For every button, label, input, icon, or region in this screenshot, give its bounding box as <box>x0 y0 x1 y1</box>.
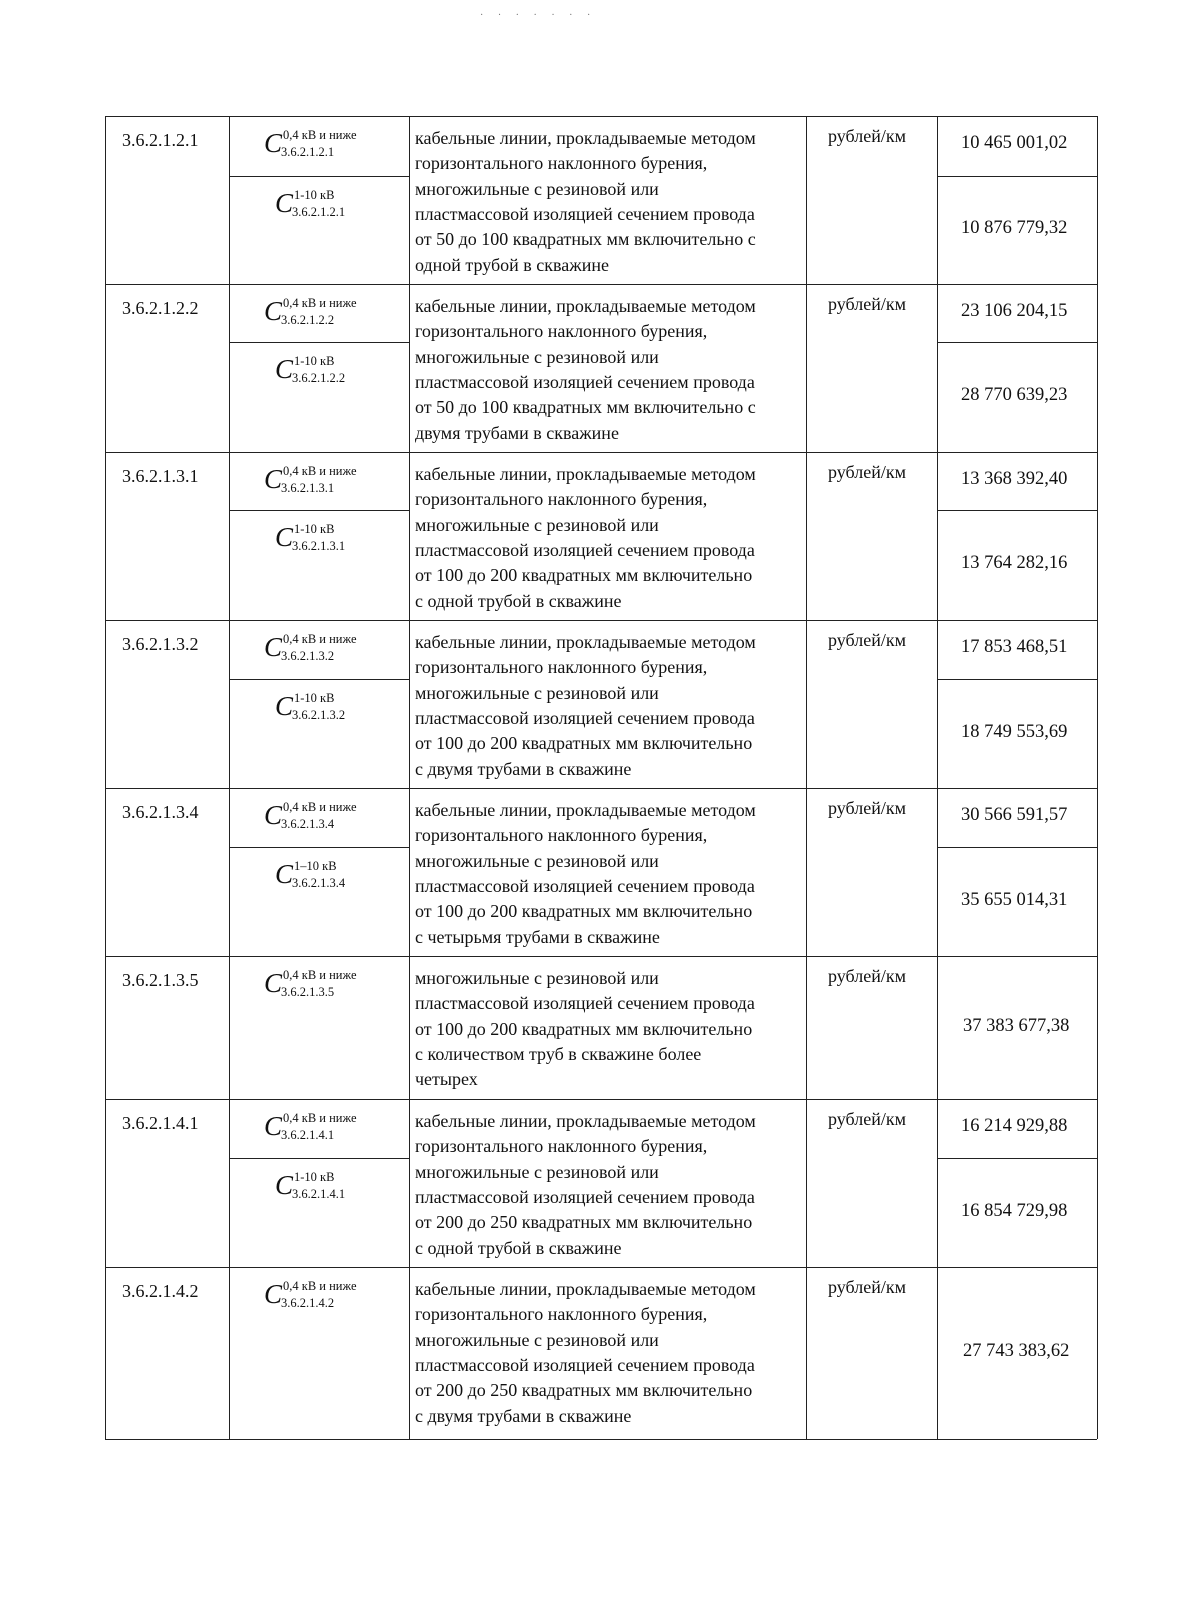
description-line: от 100 до 200 квадратных мм включительно <box>415 733 753 754</box>
description-line: от 50 до 100 квадратных мм включительно с <box>415 229 756 250</box>
scan-header-marks: · · · · · · · <box>480 10 597 21</box>
price: 37 383 677,38 <box>963 1015 1070 1036</box>
symbol-split-line <box>229 679 409 680</box>
cost-symbol-1-10kv-subscript: 3.6.2.1.3.2 <box>292 708 346 722</box>
price-split-line <box>937 176 1097 177</box>
description-line: от 50 до 100 квадратных мм включительно с <box>415 397 756 418</box>
description-line: многожильные с резиновой или <box>415 968 659 988</box>
description-line: горизонтального наклонного бурения, <box>415 489 708 510</box>
cost-symbol-04kv-letter: C <box>264 1111 283 1141</box>
description-line: пластмассовой изоляцией сечением провода <box>415 1354 755 1375</box>
row-border <box>105 452 1097 453</box>
description-line: пластмассовой изоляцией сечением провода <box>415 371 755 392</box>
description-line: пластмассовой изоляцией сечением провода <box>415 993 755 1014</box>
cost-symbol-04kv-letter: C <box>264 128 283 158</box>
description-line: с двумя трубами в скважине <box>415 1405 632 1426</box>
description-line: с количеством труб в скважине более <box>415 1043 702 1064</box>
symbol-split-line <box>229 1158 409 1159</box>
column-border <box>105 116 106 1439</box>
unit-label: рублей/км <box>828 966 906 986</box>
description-line: кабельные линии, прокладываемые методом <box>415 296 756 316</box>
cost-symbol-1-10kv-subscript: 3.6.2.1.2.2 <box>292 371 346 385</box>
symbol-split-line <box>229 510 409 511</box>
row-code: 3.6.2.1.2.2 <box>122 298 199 318</box>
column-border <box>409 116 410 1439</box>
row-border <box>105 788 1097 789</box>
unit-label: рублей/км <box>828 462 906 482</box>
cost-symbol-1-10kv-letter: C <box>275 522 294 552</box>
description-line: горизонтального наклонного бурения, <box>415 1136 708 1157</box>
unit-label: рублей/км <box>828 1109 906 1129</box>
cost-symbol-04kv-letter: C <box>264 1279 283 1309</box>
column-border <box>229 116 230 1439</box>
price-1-10kv: 13 764 282,16 <box>961 553 1068 573</box>
description-line: четырех <box>415 1069 478 1090</box>
unit-label: рублей/км <box>828 1277 906 1297</box>
cost-symbol-04kv-subscript: 3.6.2.1.2.2 <box>281 313 335 327</box>
description-line: горизонтального наклонного бурения, <box>415 1304 708 1325</box>
row-code: 3.6.2.1.2.1 <box>122 130 199 150</box>
price: 27 743 383,62 <box>963 1341 1070 1361</box>
description-line: от 100 до 200 квадратных мм включительно <box>415 1018 753 1039</box>
price-1-10kv: 18 749 553,69 <box>961 721 1068 742</box>
cost-symbol-04kv-letter: C <box>264 632 283 662</box>
description-line: от 200 до 250 квадратных мм включительно <box>415 1380 753 1401</box>
cost-symbol-04kv-subscript: 3.6.2.1.3.1 <box>281 481 335 495</box>
cost-symbol-04kv-superscript: 0,4 кВ и ниже <box>283 128 357 142</box>
table-bottom-border <box>105 1439 1097 1440</box>
cost-symbol-1-10kv-subscript: 3.6.2.1.3.4 <box>292 876 346 890</box>
unit-label: рублей/км <box>828 798 906 818</box>
price-split-line <box>937 1158 1097 1159</box>
cost-symbol-1-10kv-superscript: 1-10 кВ <box>294 522 335 536</box>
row-border <box>105 620 1097 621</box>
cost-symbol-04kv-superscript: 0,4 кВ и ниже <box>283 968 357 982</box>
cost-symbol-04kv-subscript: 3.6.2.1.3.4 <box>281 817 335 831</box>
description-line: многожильные с резиновой или <box>415 1161 659 1182</box>
row-code: 3.6.2.1.4.1 <box>122 1113 199 1133</box>
description-line: многожильные с резиновой или <box>415 682 659 703</box>
unit-label: рублей/км <box>828 126 906 146</box>
price-04kv: 16 214 929,88 <box>961 1116 1068 1136</box>
row-code: 3.6.2.1.4.2 <box>122 1281 199 1301</box>
price-04kv: 10 465 001,02 <box>961 133 1068 153</box>
price-1-10kv: 28 770 639,23 <box>961 385 1068 405</box>
cost-symbol-1-10kv-superscript: 1-10 кВ <box>294 188 335 202</box>
cost-symbol-04kv-letter: C <box>264 296 283 326</box>
row-border <box>105 1267 1097 1268</box>
row-border <box>105 956 1097 957</box>
cost-symbol-1-10kv-letter: C <box>275 859 294 889</box>
cost-symbol-04kv-subscript: 3.6.2.1.3.5 <box>281 985 335 999</box>
price-1-10kv: 16 854 729,98 <box>961 1200 1068 1221</box>
price-split-line <box>937 847 1097 848</box>
description-line: с четырьмя трубами в скважине <box>415 926 660 947</box>
row-code: 3.6.2.1.3.5 <box>122 970 199 990</box>
cost-symbol-04kv-letter: C <box>264 800 283 830</box>
description-line: горизонтального наклонного бурения, <box>415 825 708 846</box>
description-line: горизонтального наклонного бурения, <box>415 153 708 174</box>
cost-symbol-04kv-letter: C <box>264 464 283 494</box>
description-line: кабельные линии, прокладываемые методом <box>415 800 756 820</box>
cost-symbol-1-10kv-letter: C <box>275 188 294 218</box>
price-split-line <box>937 679 1097 680</box>
row-border <box>105 284 1097 285</box>
description-line: многожильные с резиновой или <box>415 514 659 535</box>
description-line: двумя трубами в скважине <box>415 422 619 443</box>
description-line: многожильные с резиновой или <box>415 850 659 871</box>
price-split-line <box>937 342 1097 343</box>
description-line: многожильные с резиновой или <box>415 178 659 199</box>
row-code: 3.6.2.1.3.2 <box>122 634 199 654</box>
description-line: кабельные линии, прокладываемые методом <box>415 128 756 148</box>
row-border <box>105 1099 1097 1100</box>
description-line: горизонтального наклонного бурения, <box>415 321 708 342</box>
price-04kv: 13 368 392,40 <box>961 469 1068 489</box>
symbol-split-line <box>229 342 409 343</box>
description-line: одной трубой в скважине <box>415 254 609 275</box>
price-04kv: 17 853 468,51 <box>961 637 1068 657</box>
cost-symbol-1-10kv-subscript: 3.6.2.1.2.1 <box>292 205 346 219</box>
description-line: с одной трубой в скважине <box>415 1237 622 1258</box>
unit-label: рублей/км <box>828 294 906 314</box>
cost-symbol-04kv-superscript: 0,4 кВ и ниже <box>283 1279 357 1293</box>
cost-symbol-04kv-superscript: 0,4 кВ и ниже <box>283 800 357 814</box>
cost-symbol-04kv-superscript: 0,4 кВ и ниже <box>283 296 357 310</box>
cost-symbol-1-10kv-letter: C <box>275 1170 294 1200</box>
description-line: кабельные линии, прокладываемые методом <box>415 464 756 484</box>
cost-symbol-1-10kv-superscript: 1-10 кВ <box>294 691 335 705</box>
description-line: кабельные линии, прокладываемые методом <box>415 1111 756 1131</box>
cost-symbol-1-10kv-letter: C <box>275 691 294 721</box>
description-line: от 200 до 250 квадратных мм включительно <box>415 1212 753 1233</box>
description-line: пластмассовой изоляцией сечением провода <box>415 1186 755 1207</box>
description-line: многожильные с резиновой или <box>415 346 659 367</box>
column-border <box>937 116 938 1439</box>
cost-symbol-1-10kv-subscript: 3.6.2.1.4.1 <box>292 1187 346 1201</box>
description-line: кабельные линии, прокладываемые методом <box>415 1279 756 1299</box>
cost-symbol-1-10kv-superscript: 1–10 кВ <box>294 859 337 873</box>
column-border <box>1097 116 1098 1439</box>
cost-symbol-04kv-subscript: 3.6.2.1.4.1 <box>281 1128 335 1142</box>
unit-label: рублей/км <box>828 630 906 650</box>
symbol-split-line <box>229 176 409 177</box>
price-04kv: 23 106 204,15 <box>961 301 1068 321</box>
row-border <box>105 116 1097 117</box>
cost-symbol-04kv-superscript: 0,4 кВ и ниже <box>283 1111 357 1125</box>
cost-symbol-04kv-subscript: 3.6.2.1.4.2 <box>281 1296 335 1310</box>
description-line: с двумя трубами в скважине <box>415 758 632 779</box>
description-line: от 100 до 200 квадратных мм включительно <box>415 901 753 922</box>
description-line: с одной трубой в скважине <box>415 590 622 611</box>
price-1-10kv: 10 876 779,32 <box>961 218 1068 238</box>
description-line: многожильные с резиновой или <box>415 1329 659 1350</box>
cost-symbol-04kv-superscript: 0,4 кВ и ниже <box>283 632 357 646</box>
cost-symbol-04kv-superscript: 0,4 кВ и ниже <box>283 464 357 478</box>
cost-symbol-04kv-subscript: 3.6.2.1.2.1 <box>281 145 335 159</box>
column-border <box>806 116 807 1439</box>
description-line: пластмассовой изоляцией сечением провода <box>415 875 755 896</box>
cost-symbol-1-10kv-subscript: 3.6.2.1.3.1 <box>292 539 346 553</box>
description-line: пластмассовой изоляцией сечением провода <box>415 203 755 224</box>
cost-symbol-1-10kv-superscript: 1-10 кВ <box>294 1170 335 1184</box>
cost-symbol-1-10kv-letter: C <box>275 354 294 384</box>
price-04kv: 30 566 591,57 <box>961 805 1068 825</box>
description-line: от 100 до 200 квадратных мм включительно <box>415 565 753 586</box>
price-1-10kv: 35 655 014,31 <box>961 889 1068 910</box>
row-code: 3.6.2.1.3.4 <box>122 802 199 822</box>
description-line: пластмассовой изоляцией сечением провода <box>415 707 755 728</box>
description-line: кабельные линии, прокладываемые методом <box>415 632 756 652</box>
description-line: пластмассовой изоляцией сечением провода <box>415 539 755 560</box>
row-code: 3.6.2.1.3.1 <box>122 466 199 486</box>
description-line: горизонтального наклонного бурения, <box>415 657 708 678</box>
cost-symbol-04kv-letter: C <box>264 968 283 998</box>
price-split-line <box>937 510 1097 511</box>
cost-symbol-04kv-subscript: 3.6.2.1.3.2 <box>281 649 335 663</box>
symbol-split-line <box>229 847 409 848</box>
cost-symbol-1-10kv-superscript: 1-10 кВ <box>294 354 335 368</box>
